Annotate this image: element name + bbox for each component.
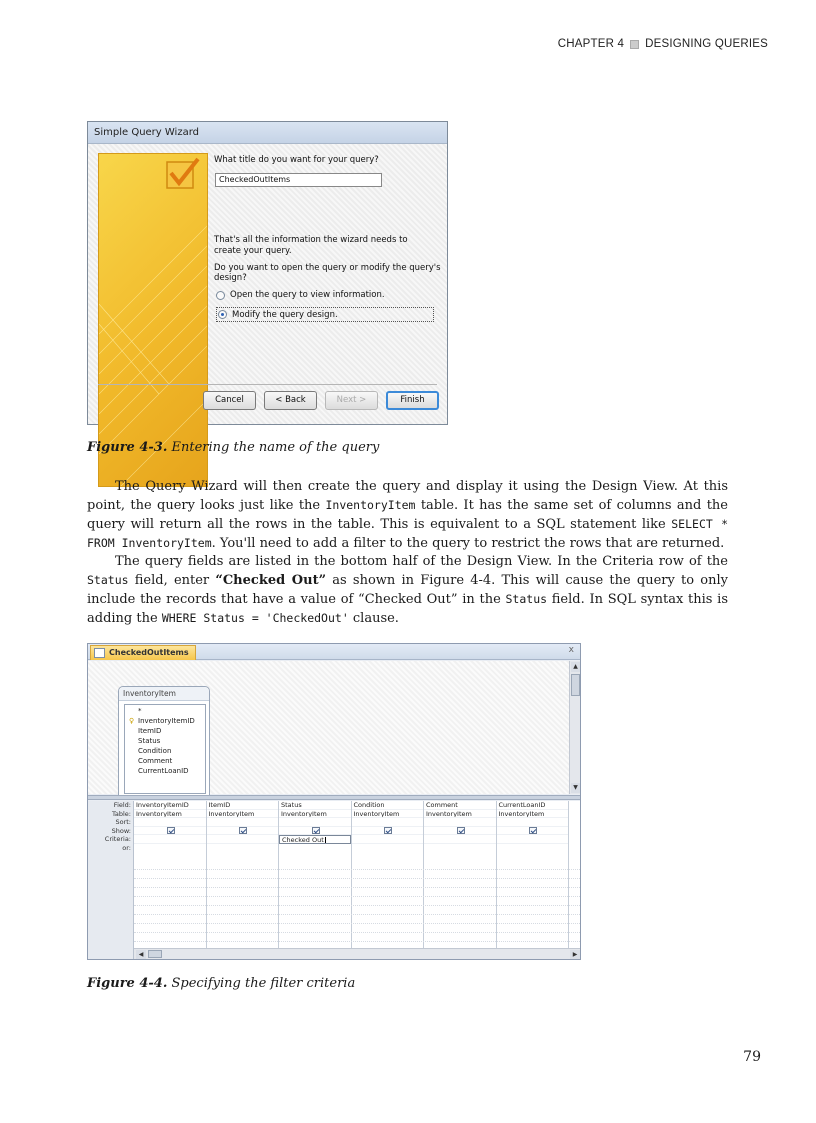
next-button[interactable]: Next > xyxy=(325,391,378,410)
row-label-sort: Sort: xyxy=(115,818,131,827)
checkbox-checked-icon[interactable] xyxy=(529,827,537,834)
tab-label: CheckedOutItems xyxy=(109,648,189,657)
close-icon[interactable]: x xyxy=(568,645,574,655)
grid-cell-show[interactable] xyxy=(352,827,424,836)
criteria-value: Checked Out xyxy=(282,836,324,844)
grid-cell-field[interactable]: Status xyxy=(279,801,351,810)
scroll-left-icon[interactable]: ◀ xyxy=(136,950,146,959)
body-text xyxy=(87,478,728,628)
grid-cell-criteria[interactable] xyxy=(424,835,496,844)
grid-cell-table[interactable]: InventoryItem xyxy=(424,810,496,819)
grid-cell-sort[interactable] xyxy=(497,818,569,827)
checkbox-checked-icon[interactable] xyxy=(457,827,465,834)
running-head xyxy=(558,38,768,50)
wizard-buttons xyxy=(203,391,439,410)
p1-text-b: table. It has the same set of columns and the query will return all the rows in the table. This is equivalent to a SQL statement like xyxy=(87,498,728,532)
table-box-title: InventoryItem xyxy=(119,687,209,701)
paragraph-1 xyxy=(87,478,728,553)
open-or-modify-question: Do you want to open the query or modify the query's design? xyxy=(214,263,441,283)
radio-selected-icon[interactable] xyxy=(218,310,227,319)
query-design-view xyxy=(87,643,581,960)
p1-code-2: SELECT * FROM InventoryItem xyxy=(87,517,729,550)
scroll-right-icon[interactable]: ▶ xyxy=(570,950,580,959)
grid-cell-field[interactable]: Condition xyxy=(352,801,424,810)
wizard-info-text: That's all the information the wizard needs to create your query. xyxy=(214,235,408,256)
radio-modify-label: Modify the query design. xyxy=(232,309,338,320)
table-pane xyxy=(88,661,570,794)
inventory-item-table-box[interactable] xyxy=(118,686,210,797)
grid-cell-criteria[interactable] xyxy=(352,835,424,844)
caption-number: Figure 4-3. xyxy=(87,440,168,455)
checkbox-checked-icon[interactable] xyxy=(167,827,175,834)
grid-cell-table[interactable]: InventoryItem xyxy=(497,810,569,819)
row-label-field: Field: xyxy=(113,801,131,809)
query-design-grid xyxy=(88,801,581,960)
finish-button[interactable]: Finish xyxy=(386,391,439,410)
figure-4-4-caption xyxy=(87,976,355,991)
scroll-thumb[interactable] xyxy=(148,950,162,958)
field-list-item[interactable]: * xyxy=(138,707,142,715)
radio-open-query[interactable] xyxy=(216,290,385,300)
p2-text-d: field. In SQL syntax this is adding the xyxy=(87,592,728,626)
checkbox-checked-icon[interactable] xyxy=(239,827,247,834)
grid-empty-rows xyxy=(134,861,581,942)
scroll-up-icon[interactable]: ▲ xyxy=(571,662,580,672)
grid-cell-table[interactable]: InventoryItem xyxy=(207,810,279,819)
field-list-item[interactable]: Status xyxy=(138,737,161,745)
grid-row-labels xyxy=(88,801,134,960)
grid-cell-field[interactable]: ItemID xyxy=(207,801,279,810)
query-icon xyxy=(94,648,105,658)
paragraph-2 xyxy=(87,553,728,628)
field-list-item[interactable]: ItemID xyxy=(138,727,162,735)
section-label: DESIGNING QUERIES xyxy=(645,38,768,50)
grid-cell-criteria[interactable] xyxy=(207,835,279,844)
row-label-table: Table: xyxy=(112,809,131,818)
chapter-label: CHAPTER 4 xyxy=(557,38,625,50)
scroll-thumb[interactable] xyxy=(571,674,580,696)
p2-bold: “Checked Out” xyxy=(215,573,327,588)
grid-cell-sort[interactable] xyxy=(279,818,351,827)
row-label-show: Show: xyxy=(111,826,131,835)
text-caret xyxy=(325,837,326,844)
grid-cell-sort[interactable] xyxy=(207,818,279,827)
grid-cell-criteria-active[interactable] xyxy=(279,835,351,844)
separator-icon xyxy=(630,40,639,49)
simple-query-wizard-window xyxy=(87,121,448,425)
p1-code-1: InventoryItem xyxy=(325,498,416,512)
grid-horizontal-scrollbar[interactable] xyxy=(134,948,581,959)
document-tabbar xyxy=(88,644,580,660)
wizard-divider xyxy=(98,384,437,385)
field-list-item[interactable]: Condition xyxy=(138,747,172,755)
p2-text-b: field, enter xyxy=(128,573,216,588)
page-number: 79 xyxy=(743,1049,761,1065)
checkbox-checked-icon[interactable] xyxy=(384,827,392,834)
p1-text-c: . You'll need to add a filter to the query to restrict the rows that are returned. xyxy=(211,536,725,551)
field-list-item[interactable]: ♀ InventoryItemID xyxy=(129,717,195,725)
caption-text: Specifying the filter criteria xyxy=(167,976,356,991)
p2-code-3: WHERE Status = 'CheckedOut' xyxy=(161,611,349,625)
grid-cell-sort[interactable] xyxy=(424,818,496,827)
row-label-criteria: Criteria: xyxy=(104,835,131,844)
grid-cell-show[interactable] xyxy=(134,827,206,836)
row-label-or: or: xyxy=(122,843,131,852)
grid-cell-show[interactable] xyxy=(207,827,279,836)
grid-cell-sort[interactable] xyxy=(352,818,424,827)
grid-cell-show[interactable] xyxy=(424,827,496,836)
back-button[interactable]: < Back xyxy=(264,391,317,410)
grid-cell-table[interactable]: InventoryItem xyxy=(134,810,206,819)
radio-modify-design[interactable] xyxy=(216,307,434,322)
grid-cell-show[interactable] xyxy=(279,827,351,836)
grid-cell-field[interactable]: InventoryItemID xyxy=(134,801,206,810)
p2-code-2: Status xyxy=(505,592,548,606)
p2-code-1: Status xyxy=(87,573,129,587)
radio-icon[interactable] xyxy=(216,291,225,300)
p2-text-e: clause. xyxy=(348,611,399,626)
grid-cell-table[interactable]: InventoryItem xyxy=(352,810,424,819)
primary-key-icon: ♀ xyxy=(129,717,135,725)
field-list-item[interactable]: Comment xyxy=(138,757,173,765)
p1-text-a: The Query Wizard will then create the query and display it using the Design View. At this point, the query looks just like the xyxy=(87,479,728,513)
figure-4-3-caption xyxy=(87,440,379,455)
upper-vertical-scrollbar[interactable] xyxy=(569,661,580,794)
grid-cell-field[interactable]: Comment xyxy=(424,801,496,810)
tab-checked-out-items[interactable] xyxy=(90,645,196,660)
wizard-art-icon xyxy=(98,153,208,487)
grid-cell-criteria[interactable] xyxy=(134,835,206,844)
grid-cell-criteria[interactable] xyxy=(497,835,569,844)
p2-text-c: as shown in Figure 4-4. This will cause the query to only include the records that have a value of “Checked Out” in the xyxy=(87,573,728,607)
scroll-down-icon[interactable]: ▼ xyxy=(571,783,580,793)
p2-text-a: The query fields are listed in the bottom half of the Design View. In the Criteria row of the xyxy=(115,554,728,569)
query-title-input[interactable]: CheckedOutItems xyxy=(215,173,382,187)
wizard-titlebar: Simple Query Wizard xyxy=(88,122,447,144)
field-list-item[interactable]: CurrentLoanID xyxy=(138,767,189,775)
caption-text: Entering the name of the query xyxy=(167,440,380,455)
table-field-list xyxy=(124,704,206,794)
grid-cell-field[interactable]: CurrentLoanID xyxy=(497,801,569,810)
grid-cell-show[interactable] xyxy=(497,827,569,836)
pane-splitter[interactable] xyxy=(88,795,581,800)
caption-number: Figure 4-4. xyxy=(87,976,168,991)
radio-open-label: Open the query to view information. xyxy=(230,290,385,300)
grid-cell-table[interactable]: InventoryItem xyxy=(279,810,351,819)
grid-cell-sort[interactable] xyxy=(134,818,206,827)
cancel-button[interactable]: Cancel xyxy=(203,391,256,410)
title-question: What title do you want for your query? xyxy=(214,155,379,165)
checkbox-checked-icon[interactable] xyxy=(312,827,320,834)
